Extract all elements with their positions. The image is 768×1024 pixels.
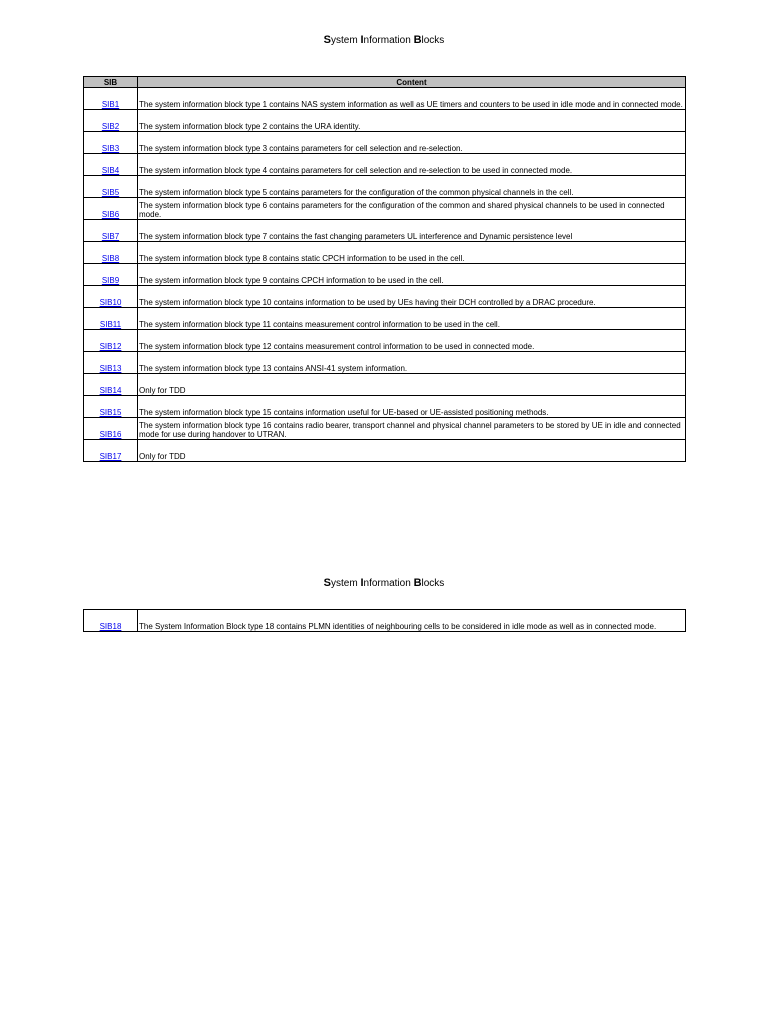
- sib-cell: [84, 308, 138, 330]
- content-column-header: Content: [138, 77, 686, 88]
- sib-cell: [84, 610, 138, 632]
- content-cell: The system information block type 1 contains NAS system information as well as UE timers and counters to be used in idle mode and in connected mode.: [138, 88, 686, 110]
- sib-link-sib11[interactable]: SIB11: [99, 320, 122, 329]
- sib-cell: [84, 110, 138, 132]
- content-cell: The system information block type 11 contains measurement control information to be used in the cell.: [138, 308, 686, 330]
- table-row: [84, 440, 686, 462]
- sib-cell: [84, 440, 138, 462]
- sib-link-sib4[interactable]: SIB4: [101, 166, 120, 175]
- table-row: [84, 242, 686, 264]
- content-cell: The system information block type 3 contains parameters for cell selection and re-selection.: [138, 132, 686, 154]
- sib-link-sib16[interactable]: SIB16: [99, 430, 122, 439]
- content-cell: The system information block type 10 contains information to be used by UEs having their DCH controlled by a DRAC procedure.: [138, 286, 686, 308]
- sib-cell: [84, 198, 138, 220]
- content-cell: The system information block type 16 contains radio bearer, transport channel and physical channel parameters to be stored by UE in idle and connected mode for use during handover to UTRAN.: [138, 418, 686, 440]
- sib-link-sib17[interactable]: SIB17: [99, 452, 122, 461]
- sib18-table: [83, 609, 686, 632]
- table-row: [84, 110, 686, 132]
- sib-table-body: [84, 88, 686, 462]
- content-cell: The system information block type 7 contains the fast changing parameters UL interference and Dynamic persistence level: [138, 220, 686, 242]
- table-row: [84, 418, 686, 440]
- table-row: [84, 264, 686, 286]
- content-cell: The system information block type 15 contains information useful for UE-based or UE-assisted positioning methods.: [138, 396, 686, 418]
- content-cell: The system information block type 5 contains parameters for the configuration of the common physical channels in the cell.: [138, 176, 686, 198]
- content-cell: The system information block type 12 contains measurement control information to be used in connected mode.: [138, 330, 686, 352]
- sib-cell: [84, 418, 138, 440]
- page-title: System Information Blocks: [323, 34, 445, 46]
- sib-table: [83, 76, 686, 462]
- sib-cell: [84, 154, 138, 176]
- sib-cell: [84, 352, 138, 374]
- table-row: [84, 352, 686, 374]
- sib-link-sib8[interactable]: SIB8: [101, 254, 120, 263]
- table-row: [84, 220, 686, 242]
- sib-cell: [84, 396, 138, 418]
- content-cell: The system information block type 6 contains parameters for the configuration of the common and shared physical channels to be used in connected mode.: [138, 198, 686, 220]
- sib-link-sib14[interactable]: SIB14: [99, 386, 122, 395]
- table-row: [84, 176, 686, 198]
- sib-cell: [84, 132, 138, 154]
- sib-cell: [84, 176, 138, 198]
- sib-link-sib2[interactable]: SIB2: [101, 122, 120, 131]
- content-cell: The system information block type 9 contains CPCH information to be used in the cell.: [138, 264, 686, 286]
- table-row: [84, 132, 686, 154]
- sib-column-header: SIB: [84, 77, 138, 88]
- table-header-row: [84, 77, 686, 88]
- table-row: [84, 374, 686, 396]
- content-cell: The system information block type 4 contains parameters for cell selection and re-selection to be used in connected mode.: [138, 154, 686, 176]
- sib-cell: [84, 374, 138, 396]
- table-row: [84, 286, 686, 308]
- sib-link-sib7[interactable]: SIB7: [101, 232, 120, 241]
- sib-cell: [84, 242, 138, 264]
- table-row: [84, 610, 686, 632]
- sib-cell: [84, 330, 138, 352]
- sib-link-sib5[interactable]: SIB5: [101, 188, 120, 197]
- sib18-table-body: [84, 610, 686, 632]
- content-cell: The system information block type 2 contains the URA identity.: [138, 110, 686, 132]
- table-row: [84, 198, 686, 220]
- sib-cell: [84, 88, 138, 110]
- content-cell: The system information block type 8 contains static CPCH information to be used in the cell.: [138, 242, 686, 264]
- table-row: [84, 396, 686, 418]
- content-cell: Only for TDD: [138, 440, 686, 462]
- sib-link-sib18[interactable]: SIB18: [99, 622, 122, 631]
- sib-link-sib10[interactable]: SIB10: [99, 298, 122, 307]
- table-row: [84, 330, 686, 352]
- sib-cell: [84, 286, 138, 308]
- sib-link-sib12[interactable]: SIB12: [99, 342, 122, 351]
- table-row: [84, 308, 686, 330]
- sib-cell: [84, 264, 138, 286]
- sib-link-sib3[interactable]: SIB3: [101, 144, 120, 153]
- content-cell: Only for TDD: [138, 374, 686, 396]
- table-row: [84, 88, 686, 110]
- table-row: [84, 154, 686, 176]
- sib-link-sib13[interactable]: SIB13: [99, 364, 122, 373]
- sib-link-sib9[interactable]: SIB9: [101, 276, 120, 285]
- section-title: System Information Blocks: [323, 577, 445, 589]
- sib-link-sib6[interactable]: SIB6: [101, 210, 120, 219]
- sib-cell: [84, 220, 138, 242]
- sib-link-sib15[interactable]: SIB15: [99, 408, 122, 417]
- sib-link-sib1[interactable]: SIB1: [101, 100, 120, 109]
- content-cell: The system information block type 13 contains ANSI-41 system information.: [138, 352, 686, 374]
- content-cell: The System Information Block type 18 contains PLMN identities of neighbouring cells to be considered in idle mode as well as in connected mode.: [138, 610, 686, 632]
